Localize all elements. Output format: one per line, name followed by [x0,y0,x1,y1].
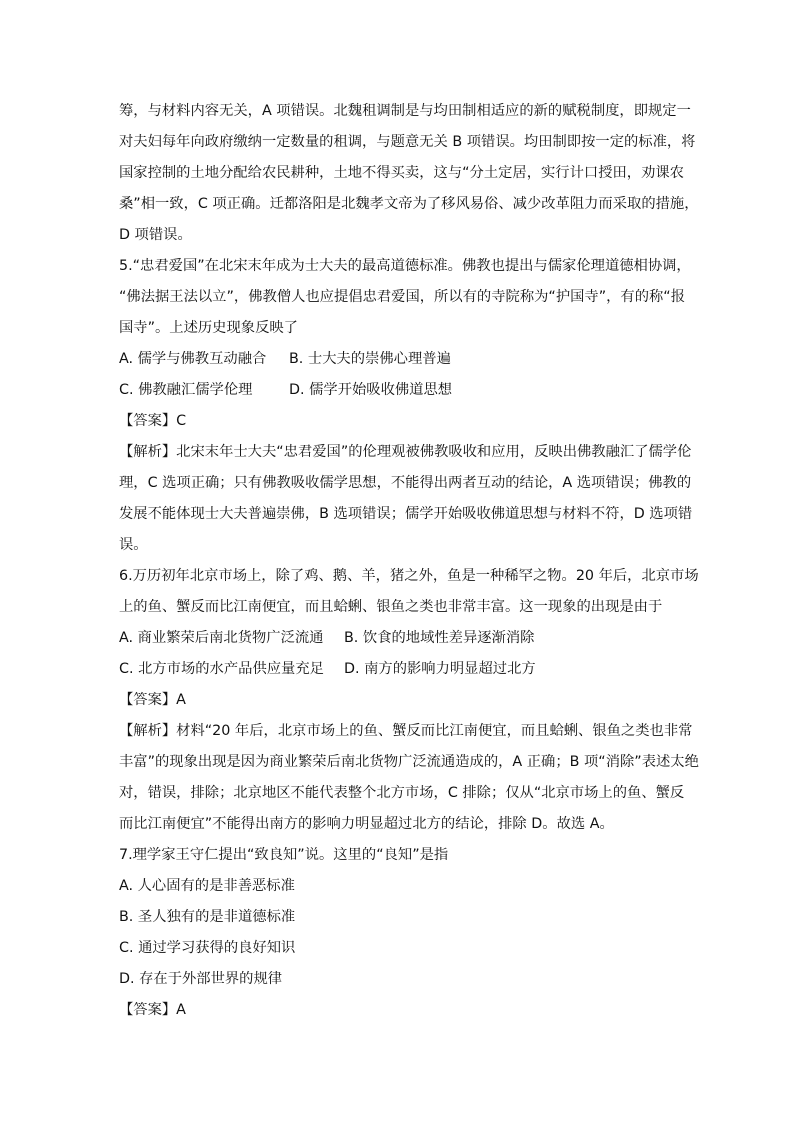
text-line: 桑”相一致，C 项正确。迁都洛阳是北魏孝文帝为了移风易俗、减少改革阻力而采取的措施， [119,196,699,212]
question-5-stem [119,251,691,344]
text-line: 国家控制的土地分配给农民耕种，土地不得买卖，这与“分土定居，实行计口授田，劝课农 [119,165,684,181]
text-line: 理，C 选项正确；只有佛教吸收儒学思想，不能得出两者互动的结论，A 选项错误；佛教的 [119,475,692,491]
question-6-analysis [119,716,699,840]
text-line: 对，错误，排除；北京地区不能代表整个北方市场，C 排除；仅从“北京市场上的鱼、蟹反 [119,785,685,801]
option-d: D. 存在于外部世界的规律 [119,971,283,987]
question-6-stem [119,561,699,623]
option-a: A. 人心固有的是非善恶标准 [119,878,295,894]
text-line: 【解析】北宋末年士大夫“忠君爱国”的伦理观被佛教吸收和应用，反映出佛教融汇了儒学伦 [119,444,692,460]
question-5-answer: 【答案】C [119,413,187,429]
text-line: 筹，与材料内容无关，A 项错误。北魏租调制是与均田制相适应的新的赋税制度，即规定一 [119,103,691,119]
option-b: B. 饮食的地域性差异逐渐消除 [344,630,535,646]
text-line: D 项错误。 [119,227,192,243]
option-d: D. 南方的影响力明显超过北方 [344,661,536,677]
text-line: 7.理学家王守仁提出“致良知”说。这里的“良知”是指 [119,847,449,863]
text-line: 而比江南便宜”不能得出南方的影响力明显超过北方的结论，排除 D。故选 A。 [119,816,614,832]
text-line: 上的鱼、蟹反而比江南便宜，而且蛤蜊、银鱼之类也非常丰富。这一现象的出现是由于 [119,599,663,615]
option-a: A. 商业繁荣后南北货物广泛流通 [119,630,324,646]
option-c: C. 北方市场的水产品供应量充足 [119,661,324,677]
text-line: 6.万历初年北京市场上，除了鸡、鹅、羊，猪之外，鱼是一种稀罕之物。20 年后，北京市场 [119,568,699,584]
question-6-options-row-2 [119,654,679,685]
question-7-stem [119,840,679,871]
text-line: “佛法据王法以立”，佛教僧人也应提倡忠君爱国，所以有的寺院称为“护国寺”，有的称“报 [119,289,686,305]
question-7-answer: 【答案】A [119,1002,186,1018]
text-line: 【解析】材料“20 年后，北京市场上的鱼、蟹反而比江南便宜，而且蛤蜊、银鱼之类也非常 [119,723,693,739]
text-line: 对夫妇每年向政府缴纳一定数量的租调，与题意无关 B 项错误。均田制即按一定的标准，将 [119,134,696,150]
question-6-answer: 【答案】A [119,692,186,708]
intro-explanation [119,96,699,251]
question-5-analysis [119,437,693,561]
option-d: D. 儒学开始吸收佛道思想 [289,382,453,398]
text-line: 发展不能体现士大夫普遍崇佛，B 选项错误；儒学开始吸收佛道思想与材料不符，D 选项错 [119,506,693,522]
question-5-options-row-1 [119,344,679,375]
option-c: C. 佛教融汇儒学伦理 [119,382,253,398]
option-b: B. 士大夫的崇佛心理普遍 [289,351,451,367]
option-b: B. 圣人独有的是非道德标准 [119,909,296,925]
document-page [119,96,699,1026]
question-6-options-row-1 [119,623,679,654]
option-a: A. 儒学与佛教互动融合 [119,351,267,367]
text-line: 误。 [119,537,148,553]
text-line: 国寺”。上述历史现象反映了 [119,320,298,336]
question-5-options-row-2 [119,375,679,406]
option-c: C. 通过学习获得的良好知识 [119,940,296,956]
text-line: 5.“忠君爱国”在北宋末年成为士大夫的最高道德标准。佛教也提出与儒家伦理道德相协调， [119,258,691,274]
text-line: 丰富”的现象出现是因为商业繁荣后南北货物广泛流通造成的，A 正确；B 项“消除”表述太绝 [119,754,699,770]
